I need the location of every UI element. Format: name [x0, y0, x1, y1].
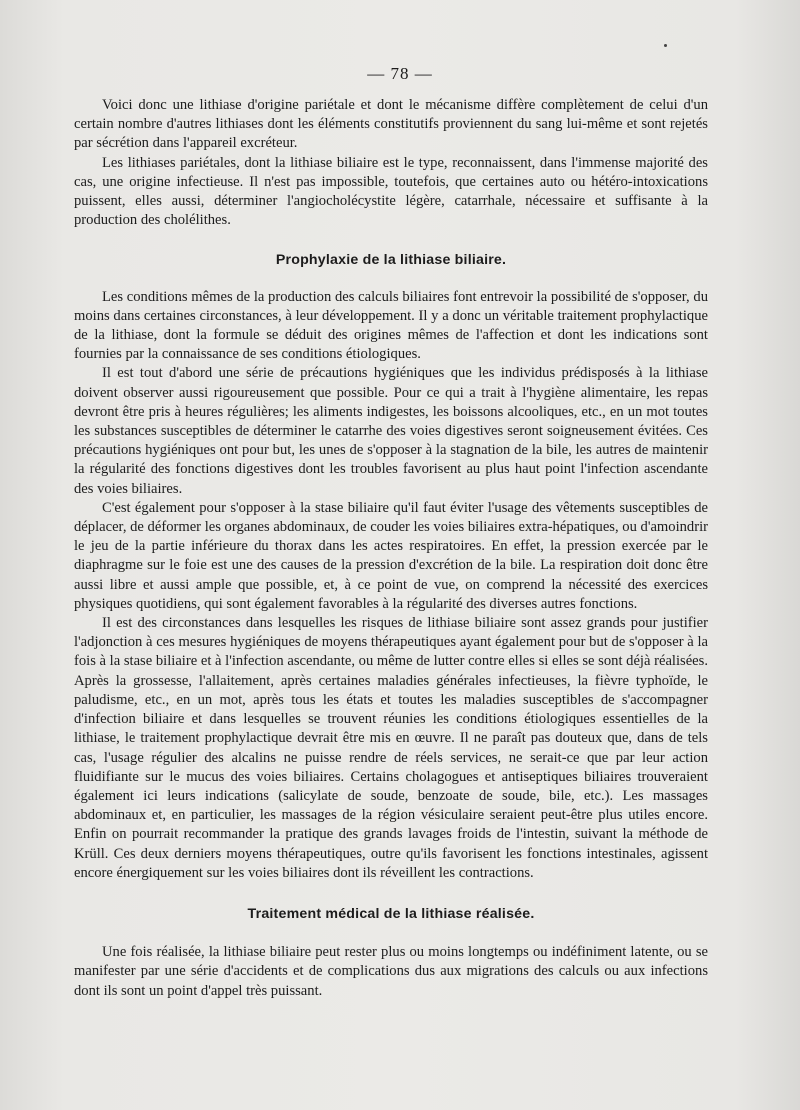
paragraph: Il est tout d'abord une série de précautions hygiéniques que les individus prédisposés à la lithiase doivent observer aussi rigoureusement que possible. Pour ce qui a trait à l'hygiène alimentaire, les repas devront être pris à heures régulières; les aliments indigestes, les boissons alcooliques, etc., en un mot toutes les substances susceptibles de déterminer le catarrhe des voies digestives seront soigneusement évitées. Ces précautions hygiéniques ont pour but, les unes de s'opposer à la stagnation de la bile, les autres de maintenir la régularité des fonctions digestives dont les troubles favorisent au plus haut point l'infection ascendante des voies biliaires.	[74, 365, 708, 497]
section-heading-prophylaxie: Prophylaxie de la lithiase biliaire.	[275, 252, 507, 269]
page-body	[74, 96, 708, 1001]
paragraph: Les lithiases pariétales, dont la lithiase biliaire est le type, reconnaissent, dans l'immense majorité des cas, une origine infectieuse. Il n'est pas impossible, toutefois, que certaines auto ou hétéro-intoxications puissent, elles aussi, déterminer l'angiocholécystite légère, catarrhale, nécessaire et suffisante à la production des cholélithes.	[74, 154, 708, 229]
paragraph: Une fois réalisée, la lithiase biliaire peut rester plus ou moins longtemps ou indéfiniment latente, ou se manifester par une série d'accidents et de complications dus aux migrations des calculs ou aux infections dont ils sont un point d'appel très puissant.	[74, 944, 708, 999]
paragraph: Les conditions mêmes de la production des calculs biliaires font entrevoir la possibilité de s'opposer, du moins dans certaines circonstances, à leur développement. Il y a donc un véritable traitement prophylactique de la lithiase, dont la formule se déduit des origines mêmes de l'affection et dont les indications sont fournies par la connaissance de ses conditions étiologiques.	[74, 288, 708, 363]
paragraph: Il est des circonstances dans lesquelles les risques de lithiase biliaire sont assez grands pour justifier l'adjonction à ces mesures hygiéniques de moyens thérapeutiques ayant également pour but de s'opposer à la fois à la stase biliaire et à l'infection ascendante, ou même de lutter contre elles si elles se sont déjà réalisées. Après la grossesse, l'allaitement, après certaines maladies générales infectieuses, la fièvre typhoïde, le paludisme, etc., en un mot, après tous les états et toutes les maladies susceptibles de s'accompagner d'infection biliaire et dans lesquelles se trouvent réunies les conditions étiologiques essentielles de la lithiase, le traitement prophylactique devrait être mis en œuvre. Il ne paraît pas douteux que, dans de tels cas, l'usage régulier des alcalins ne puisse rendre de réels services, ne serait-ce que par leur action fluidifiante sur le mucus des voies biliaires. Certains cholagogues et antiseptiques biliaires trouveraient également ici leurs indications (salicylate de soude, benzoate de soude, bile, etc.). Les massages abdominaux et, en particulier, les massages de la région vésiculaire seraient peut-être plus utiles encore. Enfin on pourrait recommander la pratique des grands lavages froids de l'intestin, suivant la méthode de Krüll. Ces deux derniers moyens thérapeutiques, outre qu'ils favorisent les fonctions intestinales, agissent encore énergiquement sur les voies biliaires dont ils réveillent les contractions.	[74, 615, 708, 881]
section-heading-traitement: Traitement médical de la lithiase réalisée.	[247, 905, 535, 922]
paragraph: Voici donc une lithiase d'origine pariétale et dont le mécanisme diffère complètement de celui d'un certain nombre d'autres lithiases dont les éléments constitutifs proviennent du sang lui-même et sont rejetés par sécrétion dans l'appareil excréteur.	[74, 97, 708, 152]
paragraph: C'est également pour s'opposer à la stase biliaire qu'il faut éviter l'usage des vêtements susceptibles de déplacer, de déformer les organes abdominaux, de couder les voies biliaires extra-hépatiques, ou d'amoindrir le jeu de la partie inférieure du thorax dans les actes respiratoires. En effet, la pression exercée par le diaphragme sur le foie est une des causes de la pression d'excrétion de la bile. La respiration doit donc être aussi libre et aussi ample que possible, et, à ce point de vue, on comprend la nécessité des exercices physiques quotidiens, qui sont également favorables à la régularité des diverses autres fonctions.	[74, 499, 708, 612]
page-number: — 78 —	[367, 64, 433, 83]
ink-speck	[664, 44, 667, 47]
